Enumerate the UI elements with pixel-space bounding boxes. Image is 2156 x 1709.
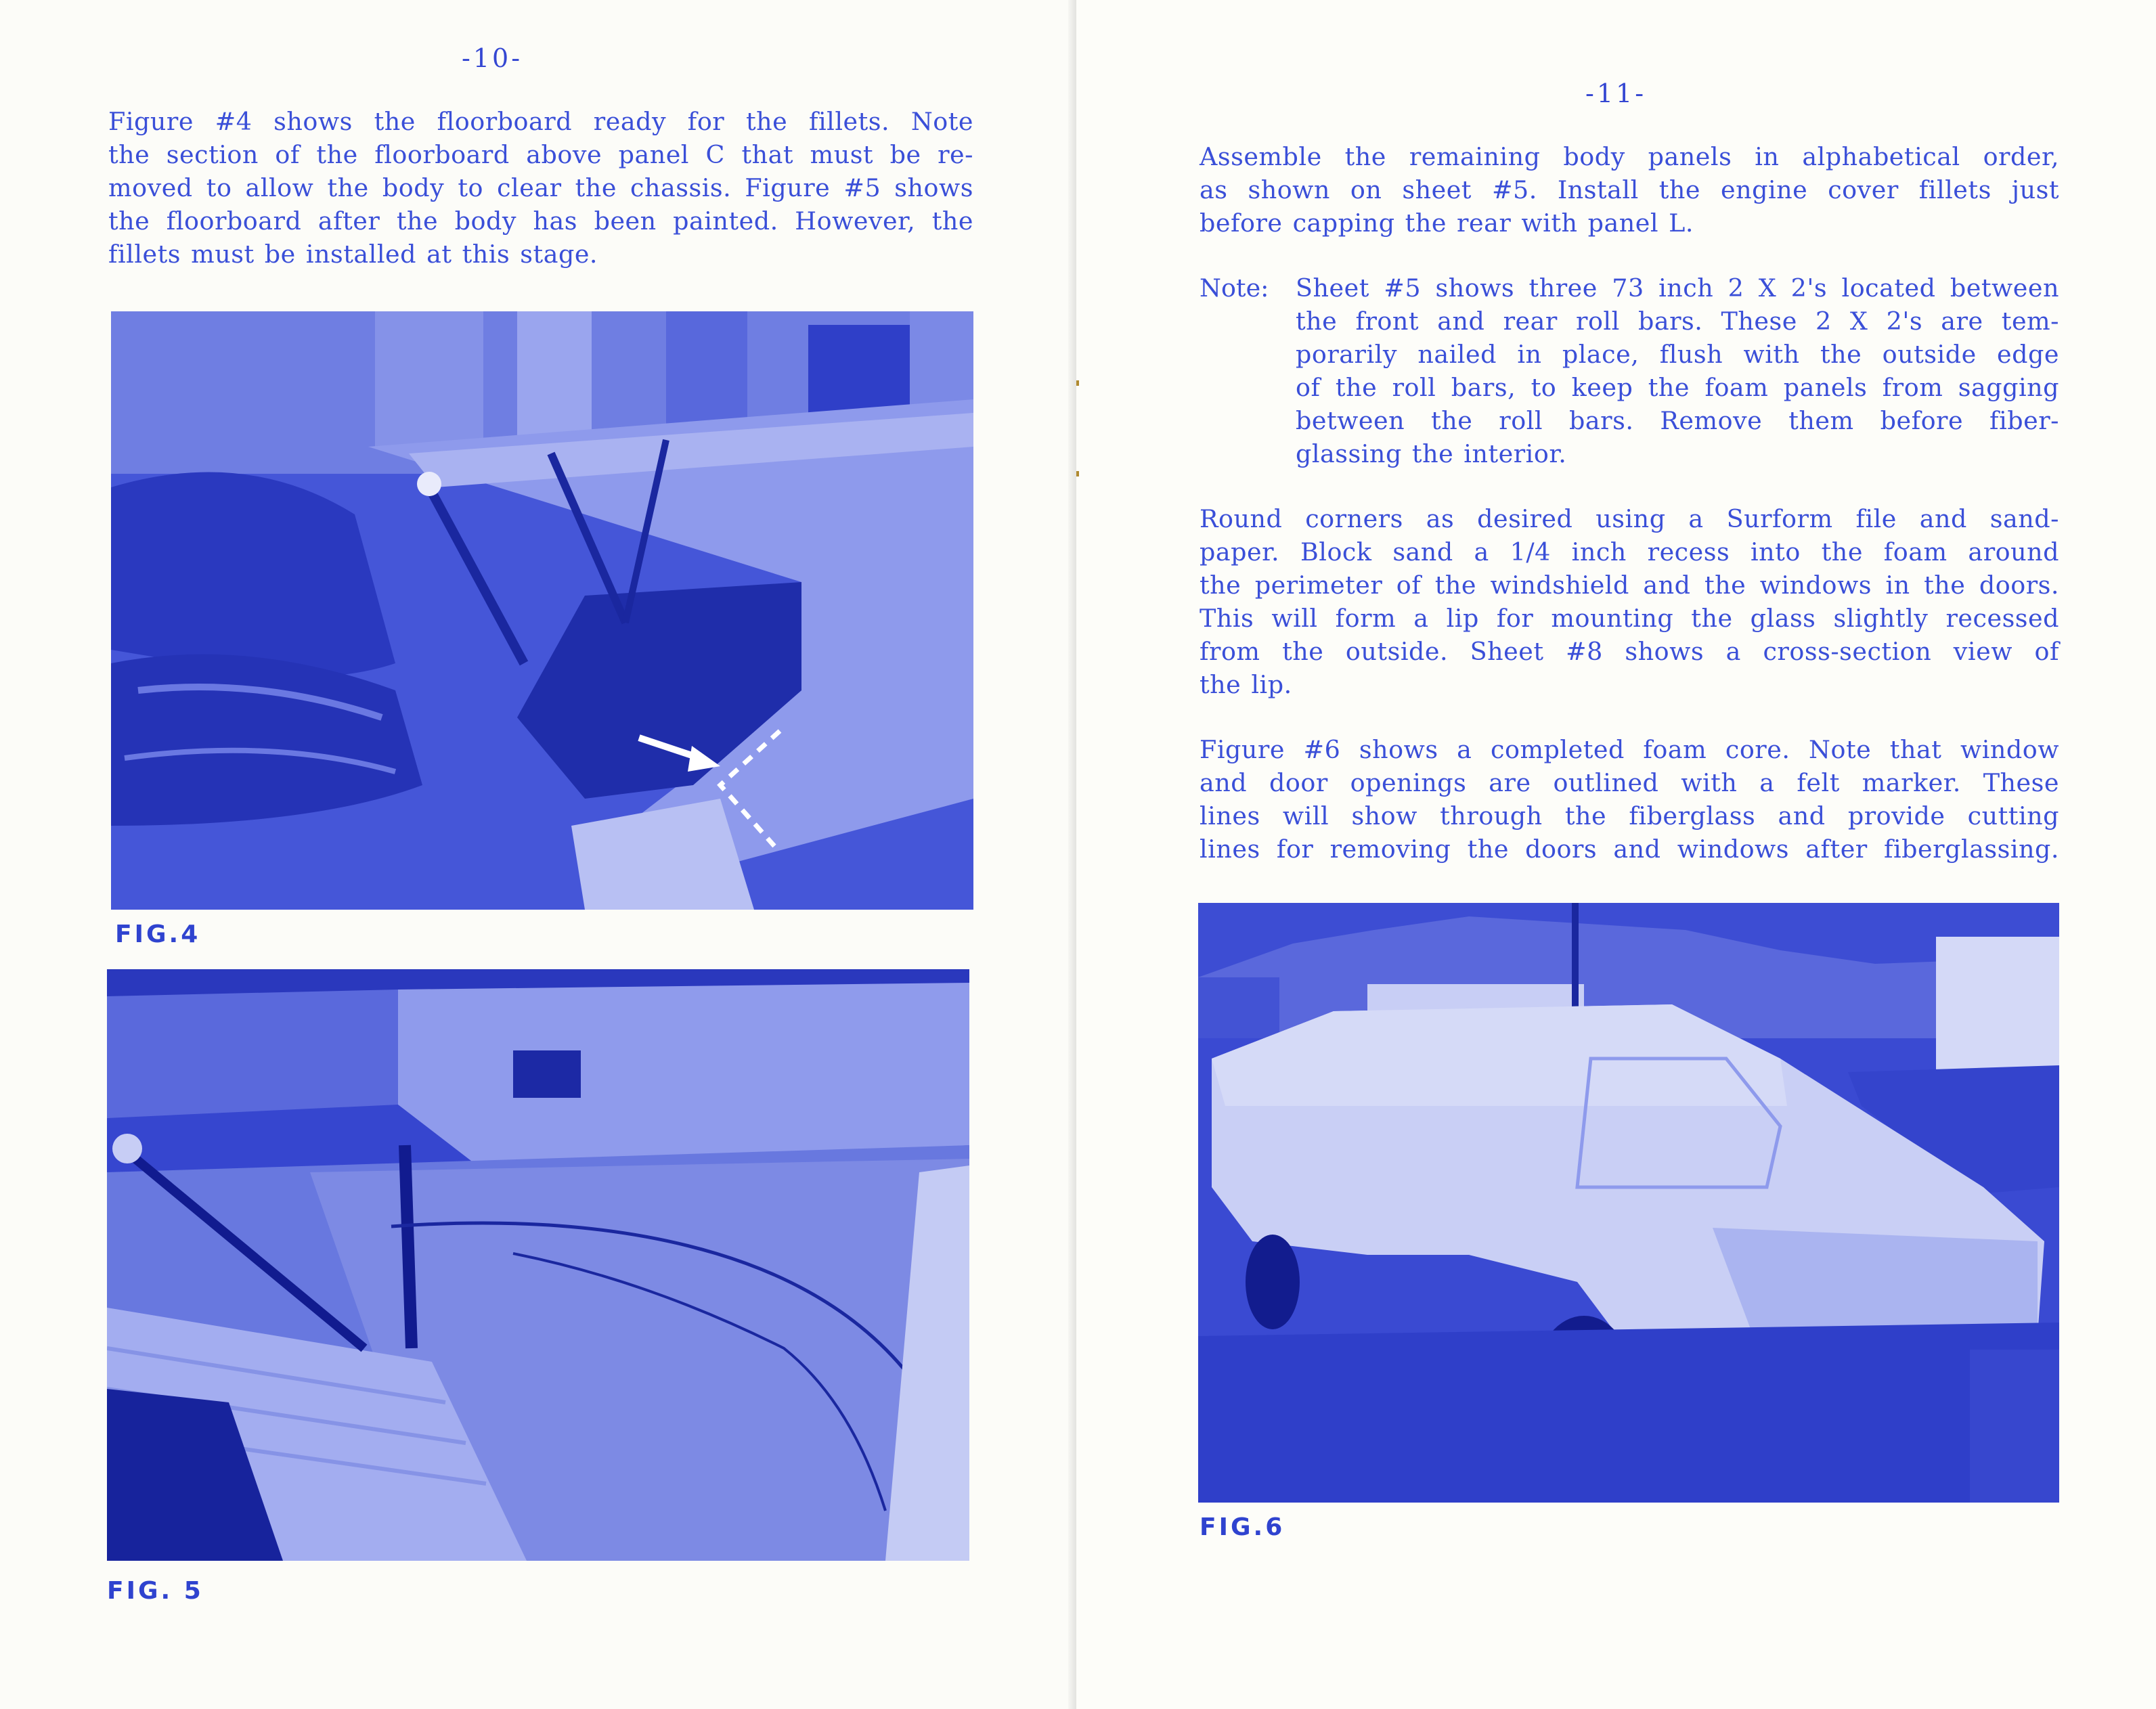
fig6-photo [1198,903,2059,1503]
fig4-caption: FIG.4 [115,920,201,948]
text-line: as shown on sheet #5. Install the engine cover fillets just [1200,175,2059,204]
text-line: before capping the rear with panel L. [1200,208,1694,238]
fig6-caption: FIG.6 [1200,1513,1285,1541]
right-page [1076,0,2156,1709]
page-number: -11- [1585,79,1647,108]
text-line: and door openings are outlined with a felt marker. These [1200,768,2059,797]
note-label: Note: [1200,273,1269,303]
text-line: lines for removing the doors and windows after fiberglassing. [1200,835,2059,864]
text-line: glassing the interior. [1296,439,1567,468]
text-line: Round corners as desired using a Surform file and sand- [1200,504,2059,533]
text-line: Assemble the remaining body panels in alphabetical order, [1200,142,2059,171]
text-line: the section of the floorboard above panel C that must be re- [108,140,973,169]
text-line: of the roll bars, to keep the foam panels from sagging [1296,373,2059,402]
text-line: the front and rear roll bars. These 2 X 2's are tem- [1296,307,2059,336]
text-line: paper. Block sand a 1/4 inch recess into the foam around [1200,537,2059,567]
fig5-photo [107,969,969,1561]
text-line: porarily nailed in place, flush with the outside edge [1296,340,2059,369]
fig5-caption: FIG. 5 [107,1577,204,1605]
text-line: lines will show through the fiberglass and provide cutting [1200,801,2059,830]
text-line: moved to allow the body to clear the chassis. Figure #5 shows [108,173,973,202]
text-line: the perimeter of the windshield and the windows in the doors. [1200,571,2059,600]
text-line: Figure #6 shows a completed foam core. Note that window [1200,735,2059,764]
text-line: Sheet #5 shows three 73 inch 2 X 2's located between [1296,273,2059,303]
text-line: from the outside. Sheet #8 shows a cross-section view of [1200,637,2059,666]
binding-mark [1076,471,1079,476]
text-line: between the roll bars. Remove them before fiber- [1296,406,2059,435]
left-page [0,0,1076,1709]
text-line: Figure #4 shows the floorboard ready for the fillets. Note [108,107,973,136]
text-line: the floorboard after the body has been painted. However, the [108,206,973,236]
text-line: This will form a lip for mounting the glass slightly recessed [1200,604,2059,633]
page-number: -10- [462,43,523,73]
fig4-photo [111,311,973,910]
text-line: the lip. [1200,670,1292,699]
text-line: fillets must be installed at this stage. [108,240,598,269]
binding-mark [1076,380,1079,386]
